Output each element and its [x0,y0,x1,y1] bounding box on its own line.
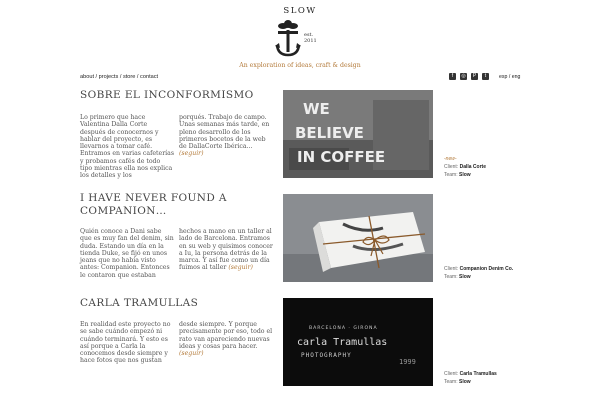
pinterest-icon[interactable]: P [472,73,477,79]
instagram-icon[interactable]: ◎ [461,73,466,79]
project-image-carla[interactable] [283,298,433,386]
project-text-col1: Lo primero que hace Valentina Dalla Corte después de conocernos y hablar del proyecto, es llevarnos a tomar café. Entramos en varias cafeterías y probamos cafés de todo tipo mientras ella nos explica los detalles y los [80,114,174,180]
new-badge: -new- [444,156,457,162]
main-nav: about / projects / store / contact [80,74,159,80]
project-image-companion[interactable] [283,194,433,282]
project-meta: Client: Companion Denim Co. Team: Slow [444,266,514,280]
brand-name[interactable]: SLOW [283,6,317,16]
project-image-coffee[interactable] [283,90,433,178]
image-text-line2: carla Tramullas [297,337,388,348]
tumblr-icon[interactable]: t [482,73,489,80]
image-text-line3: IN COFFEE [297,148,386,166]
client-name: Dalla Corte [459,164,486,170]
image-text-line2: BELIEVE [295,124,364,142]
facebook-icon[interactable]: f [449,73,456,80]
project-title[interactable]: SOBRE EL INCONFORMISMO [80,89,254,101]
nav-projects[interactable]: projects [98,74,119,80]
client-name: Carla Tramullas [459,371,497,377]
project-meta: -new- Client: Dalla Corte Team: Slow [444,156,486,178]
anchor-logo-icon [274,18,302,58]
read-more-link[interactable]: (seguir) [179,350,204,358]
project-text-col1: En realidad este proyecto no se sabe cuándo empezó ni cuándo terminará. Y esto es así porque a Carla la conocemos desde siempre y hace fotos que nos gustan [80,321,171,365]
site-header [0,6,600,64]
project-text-col1: Quién conoce a Dani sabe que es muy fan del denim, sin duda. Estando un día en la tienda Duke, se fijó en unos jeans que no había visto antes: Companion. Entonces le contaron que estaban [80,228,174,279]
language-switch: esp / eng [499,73,521,80]
nav-contact[interactable]: contact [140,74,159,80]
est-label: est. 2011 [304,32,317,44]
image-text-line1: BARCELONA · GIRONA [309,326,378,331]
image-text-line3: PHOTOGRAPHY [301,352,352,359]
team-name: Slow [459,379,471,385]
image-text-line1: WE [303,100,330,118]
project-text-col2: desde siempre. Y porque precisamente por eso, todo el rato van apareciendo nuevas ideas y cosas para hacer. (seguir) [179,321,273,358]
lang-eng[interactable]: eng [511,73,521,80]
project-text-col2: hechos a mano en un taller al lado de Barcelona. Entramos en su web y quisimos conocer a Iu, la persona detrás de la marca. Y así fue como un día fuimos al taller (seguir) [179,228,273,272]
project-text-col2: porqués. Trabajo de campo. Unas semanas más tarde, en pleno desarrollo de los primeros bocetos de la web de DallaCorte Ibérica... (seguir) [179,114,270,158]
tagline: An exploration of ideas, craft & design [239,62,361,69]
project-title[interactable]: I HAVE NEVER FOUND A COMPANION… [80,192,227,217]
social-links [449,73,520,80]
project-title[interactable]: CARLA TRAMULLAS [80,297,199,309]
image-text-line4: 1999 [399,358,416,366]
team-name: Slow [459,274,471,280]
read-more-link[interactable]: (seguir) [179,150,204,158]
logo[interactable] [270,18,330,64]
lang-esp[interactable]: esp [499,73,508,80]
nav-about[interactable]: about [80,74,94,80]
nav-store[interactable]: store [122,74,136,80]
project-meta: Client: Carla Tramullas Team: Slow [444,371,497,385]
client-name: Companion Denim Co. [459,266,514,272]
read-more-link[interactable]: (seguir) [228,264,253,272]
team-name: Slow [459,172,471,178]
